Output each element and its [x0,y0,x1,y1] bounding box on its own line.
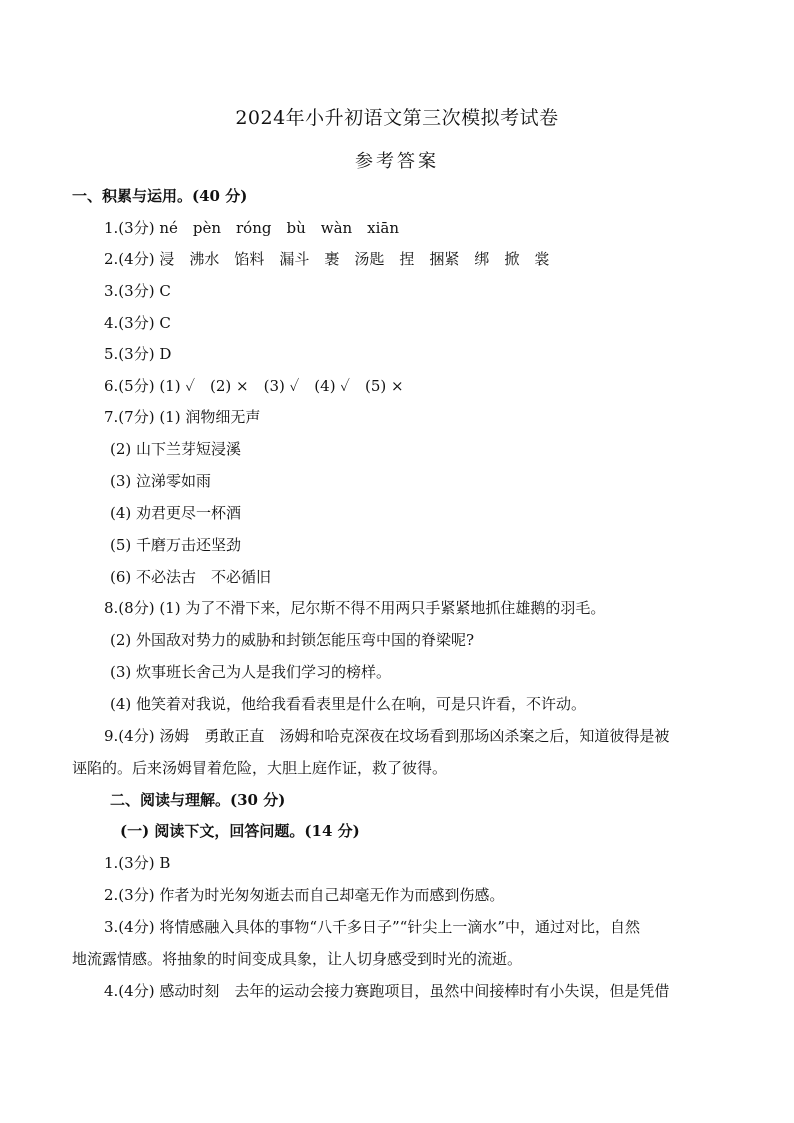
answer-line: 7.(7分) (1) 润物细无声 [104,408,261,426]
section-heading-2: 二、阅读与理解。(30 分) [110,791,286,809]
answer-continuation: 地流露情感。将抽象的时间变成具象，让人切身感受到时光的流逝。 [72,950,523,968]
answer-subline: (6) 不必法古 不必循旧 [110,568,272,586]
answer-line: 6.(5分) (1) ✓ (2) × (3) ✓ (4) ✓ (5) × [104,377,404,395]
answer-subline: (4) 劝君更尽一杯酒 [110,504,242,522]
answer-subline: (3) 泣涕零如雨 [110,472,212,490]
answer-line: 5.(3分) D [104,345,172,363]
answer-subline: (4) 他笑着对我说，他给我看看表里是什么在响，可是只许看，不许动。 [110,695,587,713]
answer-line: 2.(4分) 浸 沸水 馅料 漏斗 裹 汤匙 捏 捆紧 绑 掀 裳 [104,250,550,268]
document-subtitle: 参考答案 [355,151,439,172]
answer-continuation: 诬陷的。后来汤姆冒着危险，大胆上庭作证，救了彼得。 [72,759,448,777]
answer-line: 3.(4分) 将情感融入具体的事物“八千多日子”“针尖上一滴水”中，通过对比，自然 [104,918,641,936]
answer-subline: (2) 山下兰芽短浸溪 [110,440,242,458]
answer-line: 4.(3分) C [104,314,171,332]
answer-subline: (5) 千磨万击还坚劲 [110,536,242,554]
subsection-heading: (一) 阅读下文，回答问题。(14 分) [120,822,360,840]
document-title: 2024年小升初语文第三次模拟考试卷 [235,107,559,129]
answer-subline: (2) 外国敌对势力的威胁和封锁怎能压弯中国的脊梁呢? [110,631,475,649]
section-heading-1: 一、积累与运用。(40 分) [72,187,248,205]
answer-line: 1.(3分) né pèn róng bù wàn xiān [104,219,400,237]
answer-subline: (3) 炊事班长舍己为人是我们学习的榜样。 [110,663,392,681]
answer-line: 3.(3分) C [104,282,171,300]
answer-line: 9.(4分) 汤姆 勇敢正直 汤姆和哈克深夜在坟场看到那场凶杀案之后，知道彼得是被 [104,727,670,745]
answer-line: 2.(3分) 作者为时光匆匆逝去而自己却毫无作为而感到伤感。 [104,886,505,904]
answer-line: 1.(3分) B [104,854,171,872]
answer-line: 4.(4分) 感动时刻 去年的运动会接力赛跑项目，虽然中间接棒时有小失误，但是凭借 [104,982,670,1000]
answer-line: 8.(8分) (1) 为了不滑下来，尼尔斯不得不用两只手紧紧地抓住雄鹅的羽毛。 [104,599,606,617]
